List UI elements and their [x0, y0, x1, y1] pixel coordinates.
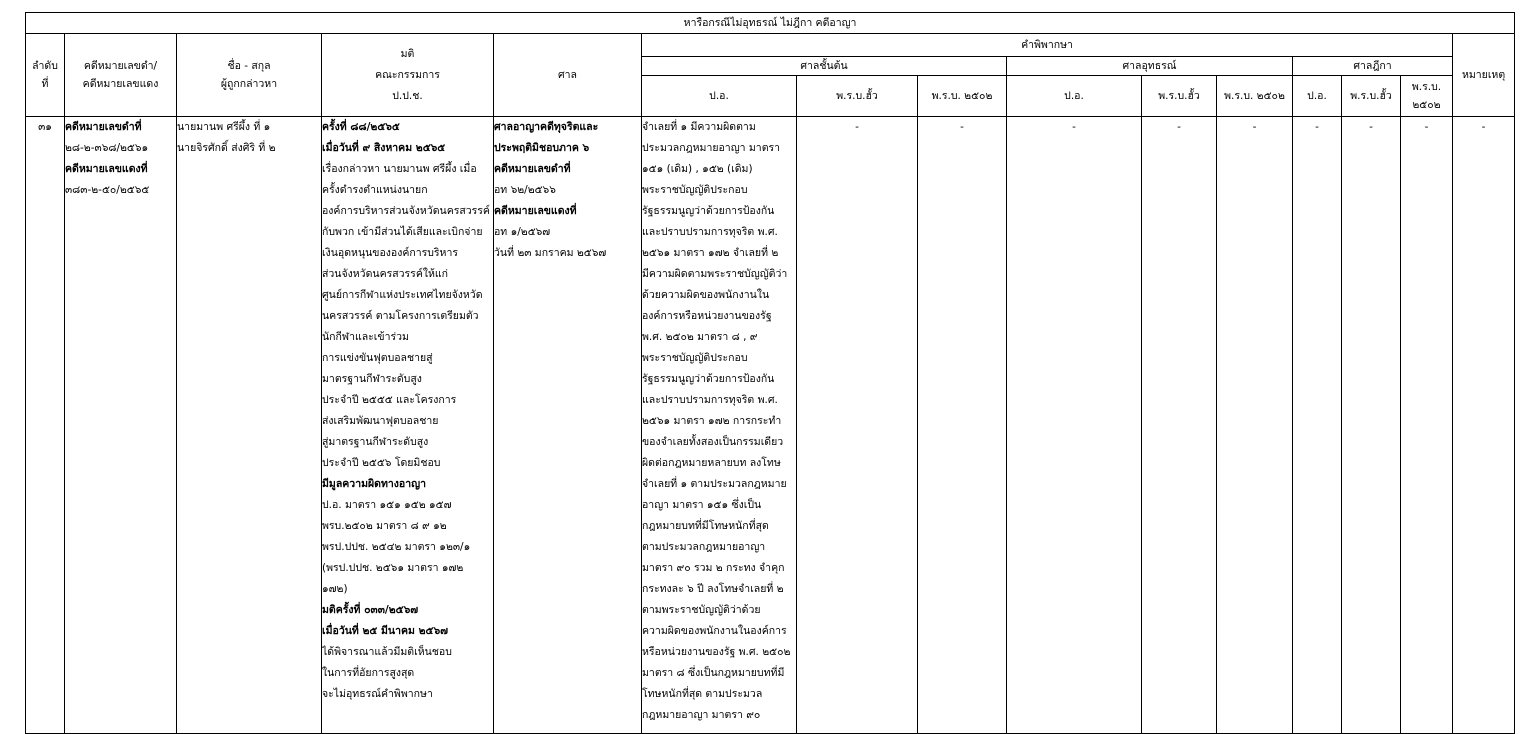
text-line: นครสวรรค์ ตามโครงการเตรียมตัว: [322, 310, 479, 322]
cell-supreme-po: -: [1293, 117, 1342, 734]
header-first-hua: พ.ร.บ.ฮั้ว: [797, 76, 918, 117]
text-line: มาตรฐานกีฬาระดับสูง: [322, 373, 422, 385]
header-seq: ลำดับ ที่: [26, 34, 65, 117]
cell-appeal-po: -: [1007, 117, 1142, 734]
table-row: [26, 117, 1515, 734]
text-line: วันที่ ๒๓ มกราคม ๒๕๖๗: [494, 247, 607, 259]
header-appeal-hua: พ.ร.บ.ฮั้ว: [1142, 76, 1217, 117]
header-first-po: ป.อ.: [642, 76, 797, 117]
text-line: ของจำเลยทั้งสองเป็นกรรมเดียว: [642, 436, 784, 448]
text-line: พ.ศ. ๒๕๐๒ มาตรา ๘ , ๙: [642, 331, 758, 343]
text-line: กับพวก เข้ามีส่วนได้เสียและเบิกจ่าย: [322, 226, 483, 238]
text-line: โทษหนักที่สุด ตามประมวล: [642, 688, 763, 700]
cell-accused: [177, 117, 322, 734]
text-line: และปราบปรามการทุจริต พ.ศ.: [642, 226, 778, 238]
text-line: พรป.ปปช. ๒๕๔๒ มาตรา ๑๒๓/๑: [322, 541, 471, 553]
text-line: ประจำปี ๒๕๕๖ โดยมิชอบ: [322, 457, 441, 469]
text-line: กฎหมายอาญา มาตรา ๙๐: [642, 709, 761, 721]
text-line: รัฐธรรมนูญว่าด้วยการป้องกัน: [642, 205, 775, 217]
text-line: มาตรา ๙๐ รวม ๒ กระทง จำคุก: [642, 562, 785, 574]
text-line: ๒๘-๒-๓๖๘/๒๕๖๑: [65, 142, 149, 154]
text-line: มติครั้งที่ ๐๓๓/๒๕๖๗: [322, 604, 419, 616]
text-line: คดีหมายเลขแดงที่: [65, 163, 148, 175]
text-line: เรื่องกล่าวหา นายมานพ ศรีผึ้ง เมื่อ: [322, 163, 477, 175]
text-line: ครั้งที่ ๘๘/๒๕๖๕: [322, 121, 400, 133]
text-line: คดีหมายเลขแดงที่: [494, 205, 577, 217]
cell-first-hua: -: [797, 117, 918, 734]
text-line: อท ๖๒/๒๕๖๖: [494, 184, 556, 196]
cell-remarks: -: [1453, 117, 1515, 734]
cell-appeal-2502: -: [1217, 117, 1293, 734]
text-line: ประพฤติมิชอบภาค ๖: [494, 142, 590, 154]
text-line: ด้วยความผิดของพนักงานใน: [642, 289, 770, 301]
text-line: เงินอุดหนุนขององค์การบริหาร: [322, 247, 459, 259]
text-line: จำเลยที่ ๑ มีความผิดตาม: [642, 121, 756, 133]
text-line: อาญา มาตรา ๑๕๑ ซึ่งเป็น: [642, 499, 762, 511]
text-line: มีมูลความผิดทางอาญา: [322, 478, 426, 490]
header-first-2502: พ.ร.บ. ๒๕๐๒: [918, 76, 1007, 117]
header-case-no: คดีหมายเลขดำ/ คดีหมายเลขแดง: [65, 34, 177, 117]
header-judgment: คำพิพากษา: [642, 34, 1453, 57]
text-line: ป.อ. มาตรา ๑๕๑ ๑๕๒ ๑๕๗: [322, 499, 452, 511]
text-line: การแข่งขันฟุตบอลชายสู่: [322, 352, 433, 364]
cell-supreme-hua: -: [1342, 117, 1401, 734]
header-remarks: หมายเหตุ: [1453, 34, 1515, 117]
text-line: ๑๕๑ (เดิม) , ๑๕๒ (เดิม): [642, 163, 753, 175]
header-supreme-po: ป.อ.: [1293, 76, 1342, 117]
text-line: คดีหมายเลขดำที่: [494, 163, 571, 175]
header-supreme-hua: พ.ร.บ.ฮั้ว: [1342, 76, 1401, 117]
cell-court: [494, 117, 642, 734]
text-line: พระราชบัญญัติประกอบ: [642, 352, 748, 364]
text-line: หรือหน่วยงานของรัฐ พ.ศ. ๒๕๐๒: [642, 646, 791, 658]
cell-appeal-hua: -: [1142, 117, 1217, 734]
case-table: [25, 12, 1515, 734]
header-supreme-court: ศาลฎีกา: [1293, 57, 1453, 76]
text-line: ได้พิจารณาแล้วมีมติเห็นชอบ: [322, 646, 452, 658]
text-line: ประจำปี ๒๕๕๕ และโครงการ: [322, 394, 457, 406]
cell-supreme-2502: -: [1401, 117, 1453, 734]
text-line: ผิดต่อกฎหมายหลายบท ลงโทษ: [642, 457, 781, 469]
cell-resolution: [322, 117, 494, 734]
text-line: นายมานพ ศรีผึ้ง ที่ ๑: [177, 121, 271, 133]
cell-first-2502: -: [918, 117, 1007, 734]
text-line: องค์การหรือหน่วยงานของรัฐ: [642, 310, 772, 322]
text-line: ประมวลกฎหมายอาญา มาตรา: [642, 142, 781, 154]
text-line: ๑๗๒): [322, 583, 348, 595]
text-line: กฎหมายบทที่มีโทษหนักที่สุด: [642, 520, 769, 532]
header-appeal-2502: พ.ร.บ. ๒๕๐๒: [1217, 76, 1293, 117]
text-line: พรบ.๒๕๐๒ มาตรา ๘ ๙ ๑๒: [322, 520, 447, 532]
cell-first-court-po: [642, 117, 797, 734]
text-line: เมื่อวันที่ ๒๕ มีนาคม ๒๕๖๗: [322, 625, 449, 637]
text-line: นายจิรศักดิ์ ส่งศิริ ที่ ๒: [177, 142, 276, 154]
text-line: ความผิดของพนักงานในองค์การ: [642, 625, 787, 637]
text-line: (พรป.ปปช. ๒๕๖๑ มาตรา ๑๗๒: [322, 562, 464, 574]
header-first-court: ศาลชั้นต้น: [642, 57, 1007, 76]
text-line: ๒๕๖๑ มาตรา ๑๗๒ การกระทำ: [642, 415, 782, 427]
text-line: ตามประมวลกฎหมายอาญา: [642, 541, 766, 553]
text-line: นักกีฬาและเข้าร่วม: [322, 331, 409, 343]
text-line: รัฐธรรมนูญว่าด้วยการป้องกัน: [642, 373, 775, 385]
text-line: ๒๕๖๑ มาตรา ๑๗๒ จำเลยที่ ๒: [642, 247, 779, 259]
text-line: จำเลยที่ ๑ ตามประมวลกฎหมาย: [642, 478, 787, 490]
header-resolution: มติ คณะกรรมการ ป.ป.ช.: [322, 34, 494, 117]
text-line: และปราบปรามการทุจริต พ.ศ.: [642, 394, 778, 406]
text-line: มีความผิดตามพระราชบัญญัติว่า: [642, 268, 788, 280]
text-line: ส่งเสริมพัฒนาฟุตบอลชาย: [322, 415, 439, 427]
header-appeal-court: ศาลอุทธรณ์: [1007, 57, 1293, 76]
text-line: ๓๘๓-๒-๕๐/๒๕๖๕: [65, 184, 150, 196]
header-accused: ชื่อ - สกุล ผู้ถูกกล่าวหา: [177, 34, 322, 117]
text-line: พระราชบัญญัติประกอบ: [642, 184, 748, 196]
text-line: เมื่อวันที่ ๙ สิงหาคม ๒๕๖๕: [322, 142, 446, 154]
header-appeal-po: ป.อ.: [1007, 76, 1142, 117]
text-line: องค์การบริหารส่วนจังหวัดนครสวรรค์: [322, 205, 490, 217]
text-line: จะไม่อุทธรณ์คำพิพากษา: [322, 688, 433, 700]
text-line: ศูนย์การกีฬาแห่งประเทศไทยจังหวัด: [322, 289, 483, 301]
table-title: หารือกรณีไม่อุทธรณ์ ไม่ฎีกา คดีอาญา: [26, 13, 1515, 34]
text-line: ศาลอาญาคดีทุจริตและ: [494, 121, 599, 133]
text-line: ส่วนจังหวัดนครสวรรค์ให้แก่: [322, 268, 449, 280]
text-line: ในการที่อัยการสูงสุด: [322, 667, 415, 679]
text-line: คดีหมายเลขดำที่: [65, 121, 142, 133]
text-line: กระทงละ ๖ ปี ลงโทษจำเลยที่ ๒: [642, 583, 784, 595]
text-line: อท ๑/๒๕๖๗: [494, 226, 551, 238]
header-court: ศาล: [494, 34, 642, 117]
cell-case-no: [65, 117, 177, 734]
header-supreme-2502: พ.ร.บ. ๒๕๐๒: [1401, 76, 1453, 117]
text-line: ตามพระราชบัญญัติว่าด้วย: [642, 604, 761, 616]
cell-seq: ๓๑: [26, 117, 65, 734]
text-line: สู่มาตรฐานกีฬาระดับสูง: [322, 436, 429, 448]
text-line: มาตรา ๘ ซึ่งเป็นกฎหมายบทที่มี: [642, 667, 785, 679]
text-line: ครั้งดำรงตำแหน่งนายก: [322, 184, 428, 196]
